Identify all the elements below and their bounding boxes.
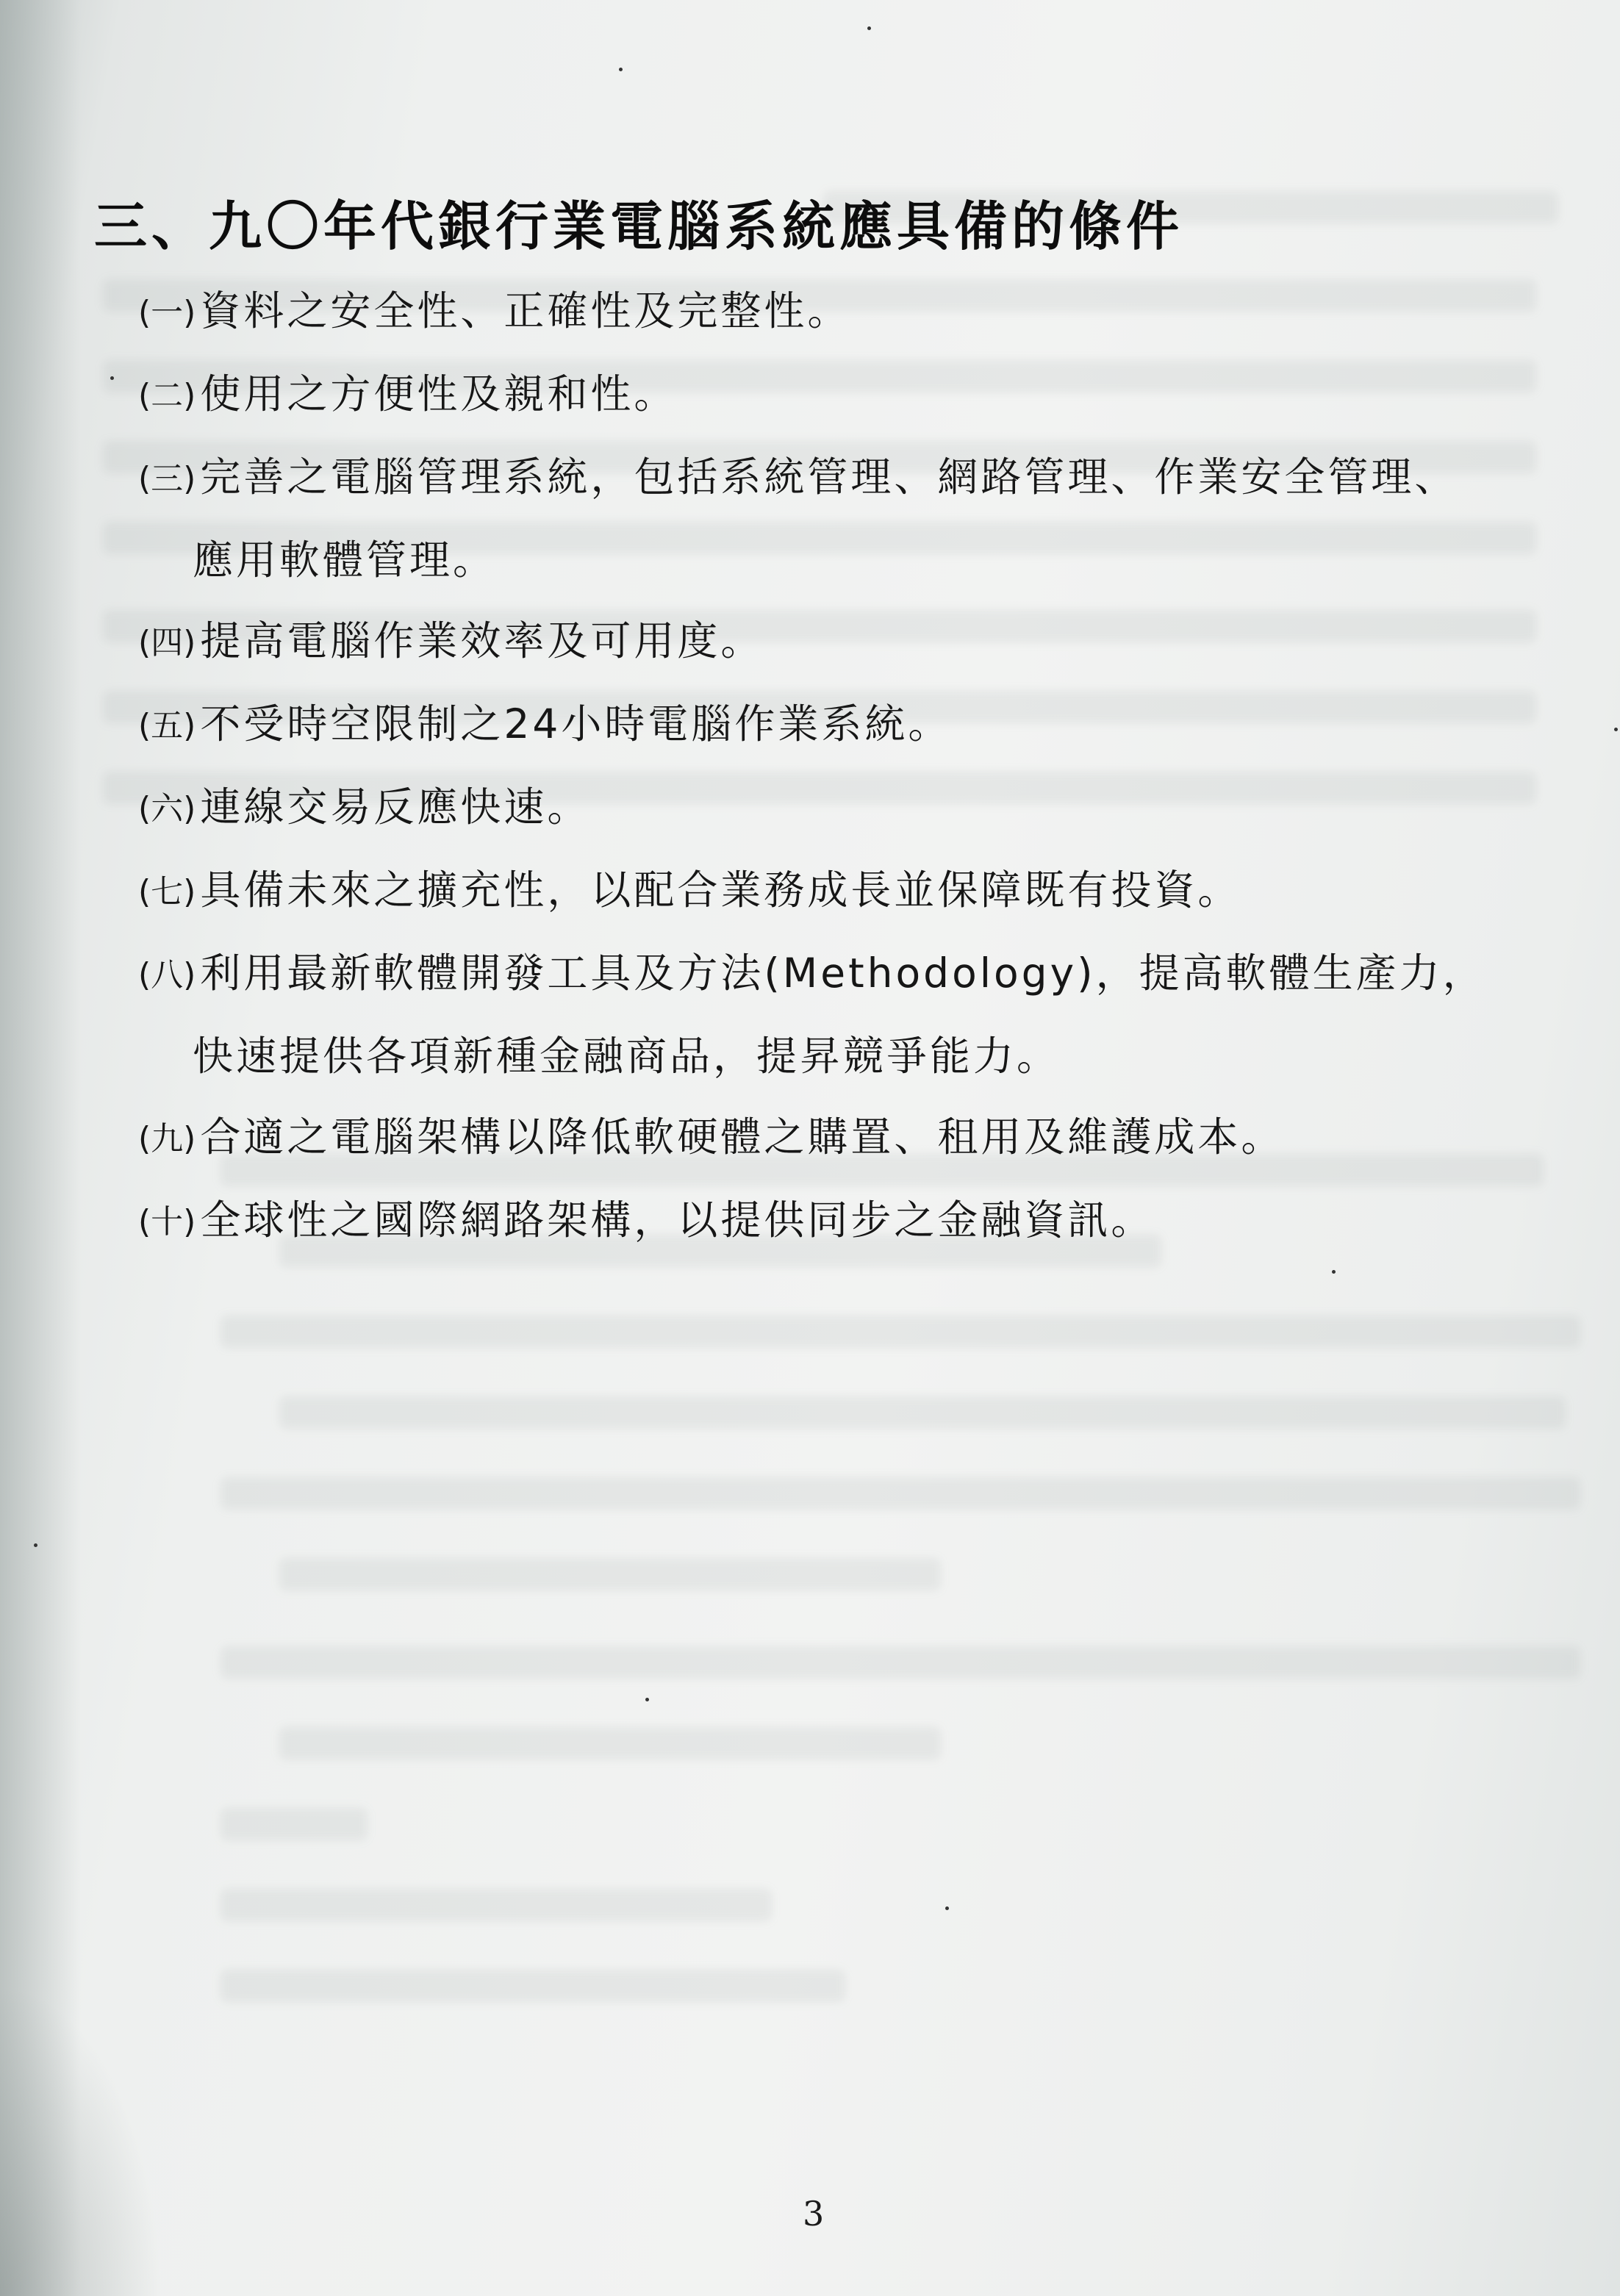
list-item	[138, 933, 1579, 1097]
list-item	[138, 850, 1579, 933]
item-marker: (十)	[138, 1203, 196, 1241]
item-marker: (八)	[138, 956, 196, 994]
scan-shadow-corner	[0, 1984, 162, 2296]
list-item	[138, 684, 1579, 767]
requirements-list	[138, 270, 1579, 1263]
item-text: 資料之安全性、正確性及完整性。	[200, 287, 851, 334]
dust-speck	[645, 1698, 649, 1701]
item-text: 利用最新軟體開發工具及方法(Methodology)，提高軟體生產力，	[200, 950, 1486, 997]
section-heading: 三、九〇年代銀行業電腦系統應具備的條件	[94, 195, 1184, 257]
item-text-continuation: 快速提供各項新種金融商品，提昇競爭能力。	[193, 1033, 1061, 1080]
item-marker: (一)	[138, 294, 196, 331]
list-item	[138, 354, 1579, 437]
item-text: 具備未來之擴充性，以配合業務成長並保障既有投資。	[200, 867, 1241, 914]
list-item	[138, 437, 1579, 600]
list-item	[138, 600, 1579, 684]
item-marker: (七)	[138, 873, 196, 911]
dust-speck	[945, 1906, 949, 1910]
item-text: 合適之電腦架構以降低軟硬體之購置、租用及維護成本。	[200, 1113, 1285, 1160]
item-text: 不受時空限制之24小時電腦作業系統。	[200, 700, 952, 747]
list-item	[138, 270, 1579, 354]
dust-speck	[110, 376, 114, 380]
item-text: 使用之方便性及親和性。	[200, 370, 678, 417]
item-marker: (五)	[138, 707, 196, 745]
item-text: 全球性之國際網路架構，以提供同步之金融資訊。	[200, 1197, 1155, 1244]
item-marker: (三)	[138, 460, 196, 498]
item-text: 提高電腦作業效率及可用度。	[200, 617, 764, 664]
item-text-continuation: 應用軟體管理。	[193, 537, 497, 584]
dust-speck	[619, 68, 623, 71]
dust-speck	[34, 1543, 37, 1547]
item-marker: (六)	[138, 790, 196, 828]
list-item	[138, 767, 1579, 850]
item-marker: (九)	[138, 1120, 196, 1158]
list-item	[138, 1097, 1579, 1180]
item-marker: (四)	[138, 624, 196, 661]
list-item	[138, 1180, 1579, 1263]
item-marker: (二)	[138, 377, 196, 415]
item-text: 連線交易反應快速。	[200, 783, 591, 830]
dust-speck	[1614, 728, 1618, 731]
dust-speck	[867, 26, 871, 30]
dust-speck	[1332, 1270, 1336, 1274]
item-text: 完善之電腦管理系統，包括系統管理、網路管理、作業安全管理、	[200, 453, 1458, 501]
scan-shadow-left	[0, 0, 81, 2296]
page-number: 3	[803, 2194, 825, 2234]
